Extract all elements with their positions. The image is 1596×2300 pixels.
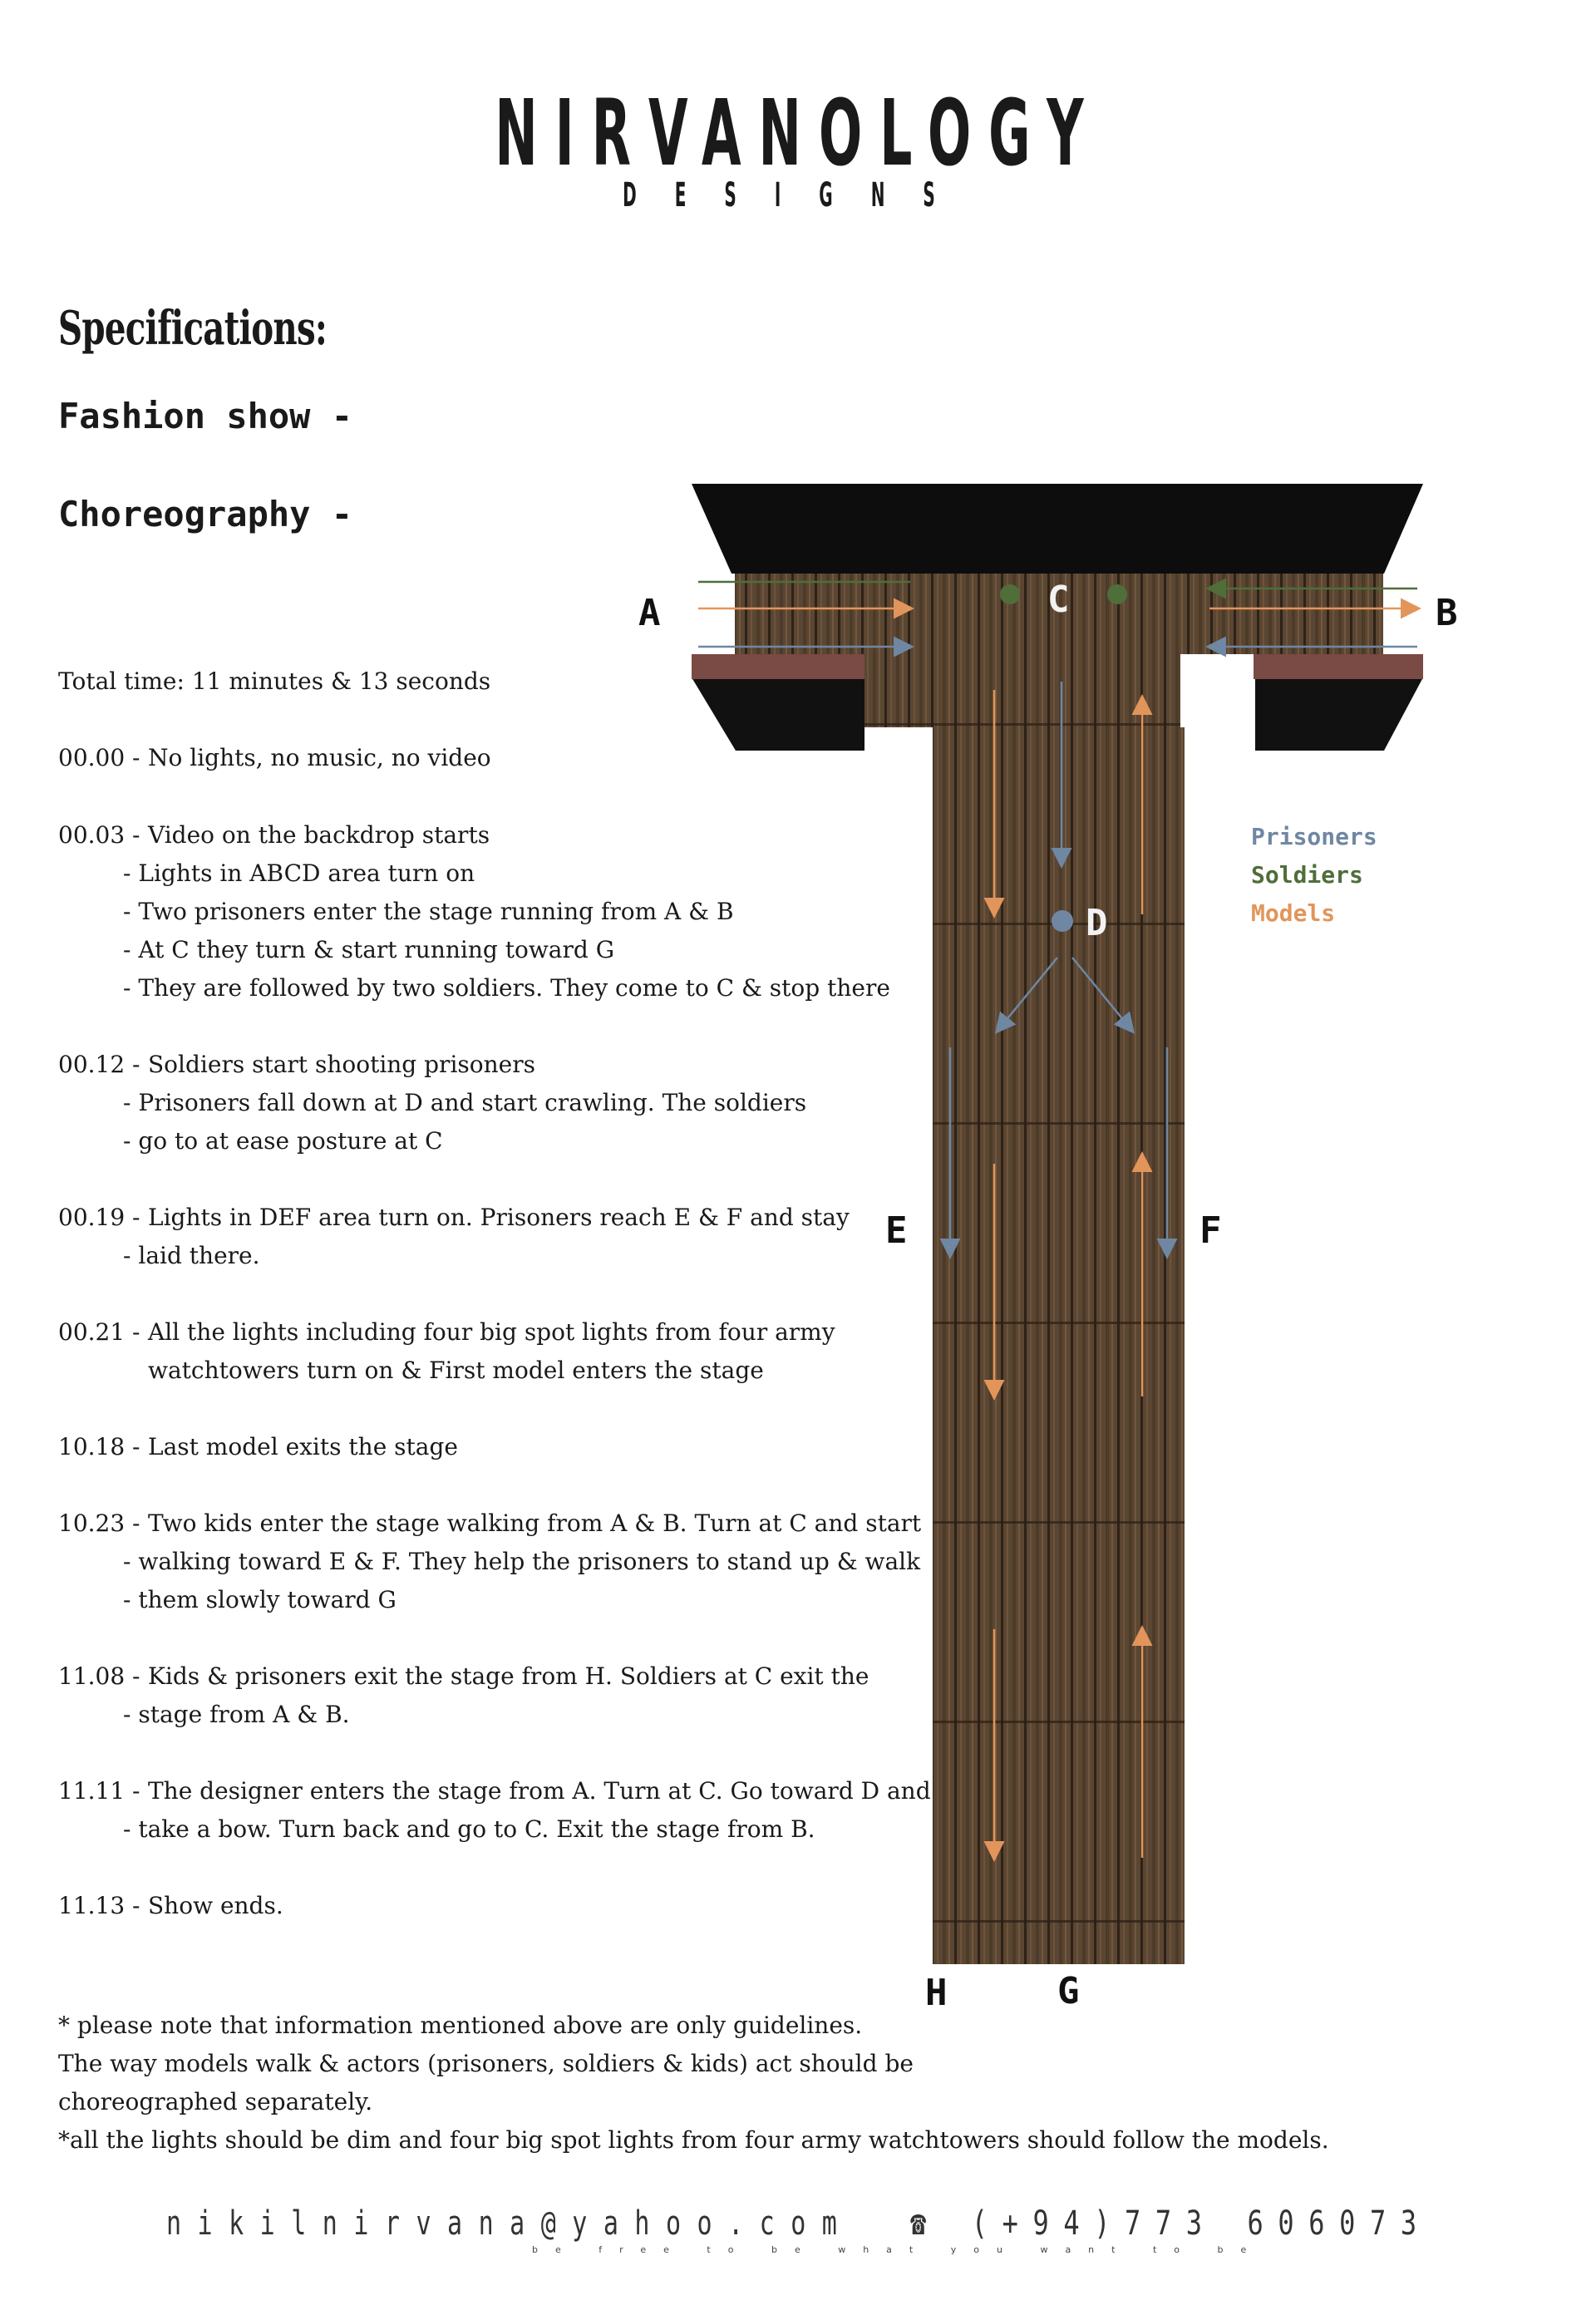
timeline-time: 00.12 -: [58, 1051, 140, 1078]
timeline-subitem: - take a bow. Turn back and go to C. Exit the stage from B.: [123, 1815, 815, 1843]
stage-runway: [735, 574, 1383, 1964]
timeline-entry: [58, 1046, 535, 1084]
note-line: *all the lights should be dim and four big spot lights from four army watchtowers should follow the models.: [58, 2126, 1329, 2154]
timeline-time: 11.13 -: [58, 1892, 140, 1919]
stage-label-b: B: [1436, 592, 1458, 634]
timeline-time: 00.00 -: [58, 744, 140, 771]
brand-subtitle: DESIGNS: [623, 176, 973, 214]
stage-backdrop: [692, 484, 1423, 574]
stage-wing-left: [692, 677, 864, 751]
stage-label-c: C: [1047, 579, 1070, 621]
timeline-time: 11.11 -: [58, 1777, 140, 1805]
timeline-text: All the lights including four big spot lights from four army: [148, 1318, 835, 1346]
stage-ledge-left: [692, 654, 866, 679]
stage-label-g: G: [1057, 1970, 1080, 2012]
timeline-subitem: - Lights in ABCD area turn on: [123, 859, 475, 887]
timeline-text: Soldiers start shooting prisoners: [148, 1051, 535, 1078]
timeline-subitem: - Two prisoners enter the stage running from A & B: [123, 898, 734, 925]
timeline-time: 10.18 -: [58, 1433, 140, 1460]
brand-title: NIRVANOLOGY: [495, 80, 1101, 186]
timeline-text: The designer enters the stage from A. Turn at C. Go toward D and: [148, 1777, 931, 1805]
timeline-subitem: - go to at ease posture at C: [123, 1127, 443, 1155]
timeline-subitem: - laid there.: [123, 1242, 260, 1269]
timeline-text: Lights in DEF area turn on. Prisoners reach E & F and stay: [148, 1204, 850, 1231]
prisoner-marker-d: [1052, 910, 1073, 932]
timeline-time: 00.19 -: [58, 1204, 140, 1231]
timeline-text: No lights, no music, no video: [148, 744, 491, 771]
timeline-text: Last model exits the stage: [148, 1433, 458, 1460]
footer-email: nikilnirvana@yahoo.com: [166, 2204, 854, 2243]
soldier-marker: [1107, 584, 1127, 604]
timeline-text: Show ends.: [148, 1892, 283, 1919]
timeline-continuation: watchtowers turn on & First model enters the stage: [148, 1357, 764, 1384]
footer-phone: ☎ (+94)773 606073: [910, 2204, 1431, 2243]
timeline-entry: [58, 739, 491, 777]
legend-models: Models: [1251, 899, 1336, 927]
note-line: * please note that information mentioned above are only guidelines.: [58, 2012, 863, 2039]
timeline-entry: [58, 1887, 283, 1925]
soldier-marker: [1000, 584, 1020, 604]
specifications-heading: Specifications:: [58, 301, 328, 356]
stage-label-a: A: [638, 592, 661, 634]
timeline-subitem: - walking toward E & F. They help the prisoners to stand up & walk: [123, 1548, 921, 1575]
timeline-time: 10.23 -: [58, 1510, 140, 1537]
legend-soldiers: Soldiers: [1251, 861, 1363, 889]
timeline-subitem: - They are followed by two soldiers. They come to C & stop there: [123, 974, 890, 1002]
legend-prisoners: Prisoners: [1251, 823, 1377, 850]
timeline-entry: [58, 1428, 458, 1466]
timeline-time: 00.21 -: [58, 1318, 140, 1346]
choreography-heading: Choreography -: [58, 494, 353, 534]
stage-wing-right: [1255, 677, 1423, 751]
note-line: The way models walk & actors (prisoners, soldiers & kids) act should be: [58, 2050, 914, 2077]
stage-ledge-right: [1254, 654, 1423, 679]
timeline-subitem: - Prisoners fall down at D and start crawling. The soldiers: [123, 1089, 807, 1116]
stage-label-d: D: [1086, 902, 1108, 944]
timeline-text: Two kids enter the stage walking from A & B. Turn at C and start: [148, 1510, 922, 1537]
stage-diagram: [690, 478, 1438, 2016]
timeline-entry: [58, 816, 490, 854]
stage-label-e: E: [885, 1209, 908, 1252]
timeline-subitem: - At C they turn & start running toward G: [123, 936, 615, 963]
timeline-time: 11.08 -: [58, 1662, 140, 1690]
timeline-subitem: - them slowly toward G: [123, 1586, 397, 1613]
footer-tagline: be free to be what you want to be: [532, 2244, 1264, 2255]
note-line: choreographed separately.: [58, 2088, 373, 2115]
total-time: Total time: 11 minutes & 13 seconds: [58, 667, 491, 695]
timeline-text: Kids & prisoners exit the stage from H. Soldiers at C exit the: [148, 1662, 869, 1690]
timeline-text: Video on the backdrop starts: [148, 821, 490, 849]
stage-label-h: H: [925, 1972, 948, 2014]
timeline-subitem: - stage from A & B.: [123, 1701, 350, 1728]
fashion-show-heading: Fashion show -: [58, 396, 353, 436]
timeline-time: 00.03 -: [58, 821, 140, 849]
stage-label-f: F: [1199, 1209, 1222, 1252]
